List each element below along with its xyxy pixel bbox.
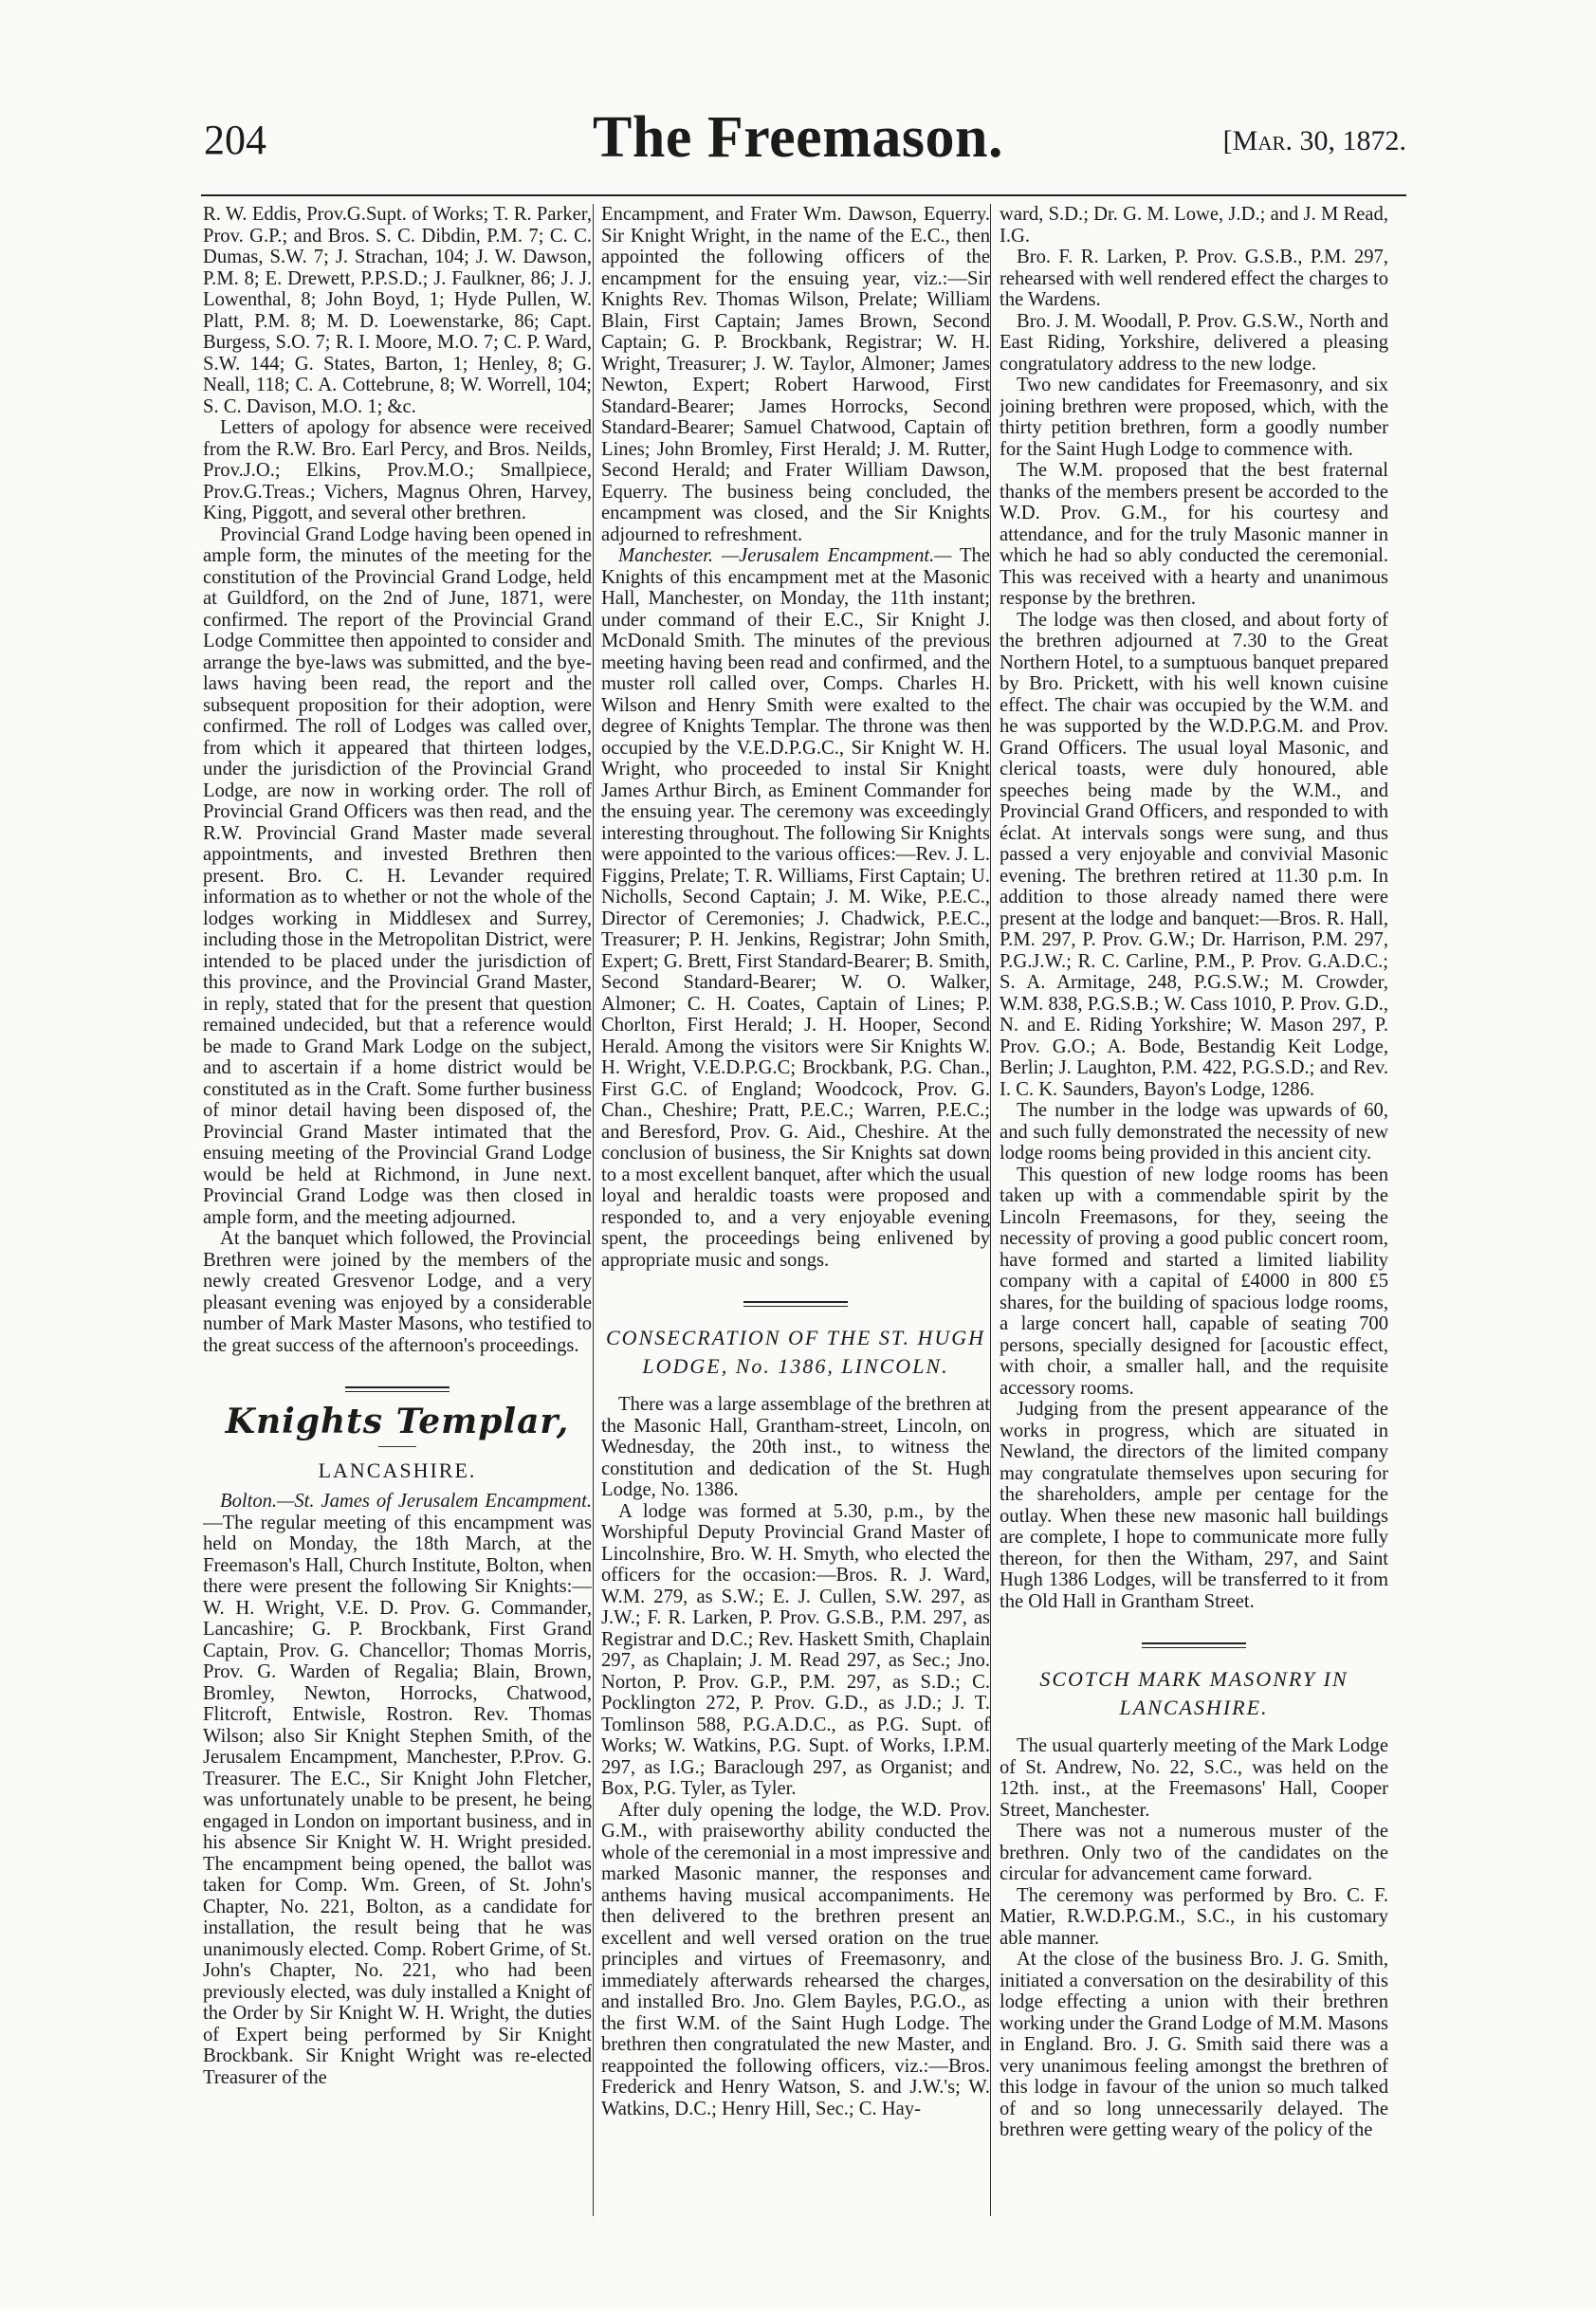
paragraph: ward, S.D.; Dr. G. M. Lowe, J.D.; and J. M Read, I.G. — [1000, 204, 1388, 247]
section-divider — [345, 1386, 449, 1392]
subsection-title: LANCASHIRE. — [318, 1458, 477, 1482]
paragraph: The number in the lodge was upwards of 60, and such fully demonstrated the necessity of new lodge rooms being provided in this ancient city. — [1000, 1100, 1388, 1164]
column-2 — [601, 204, 990, 2219]
article-heading — [601, 1324, 990, 1381]
column-divider — [990, 204, 991, 2216]
paragraph: This question of new lodge rooms has been taken up with a commendable spirit by the Lincoln Freemasons, for they, seeing the necessity of proving a good public concert room, have formed and started a limited liability company with a capital of £4000 in 800 £5 shares, for the building of spacious lodge rooms, a large concert hall, capable of seating 700 persons, specially designed for [acoustic effect, with choir, a smaller hall, and the requisite accessory rooms. — [1000, 1164, 1388, 1399]
paragraph: Letters of apology for absence were received from the R.W. Bro. Earl Percy, and Bros. Neilds, Prov.J.O.; Elkins, Prov.M.O.; Smallpiece, Prov.G.Treas.; Vichers, Magnus Ohren, Harvey, King, Piggott, and several other brethren. — [203, 417, 592, 523]
paragraph-body: The Knights of this encampment met at the Masonic Hall, Manchester, on Monday, the 11th instant; under command of their E.C., Sir Knight J. McDonald Smith. The minutes of the previous meeting having been read and confirmed, and the muster roll called over, Comps. Charles H. Wilson and Henry Smith were exalted to the degree of Knights Templar. The throne was then occupied by the V.E.D.P.G.C., Sir Knight W. H. Wright, who proceeded to instal Sir Knight James Arthur Birch, as Eminent Commander for the ensuing year. The ceremony was exceedingly interesting throughout. The following Sir Knights were appointed to the various offices:—Rev. J. L. Figgins, Prelate; T. R. Williams, First Captain; U. Nicholls, Second Captain; J. M. Wike, P.E.C., Director of Ceremonies; J. Chadwick, P.E.C., Treasurer; P. H. Jenkins, Registrar; John Smith, Expert; G. Brett, First Standard-Bearer; B. Smith, Second Standard-Bearer; W. O. Walker, Almoner; C. H. Coates, Captain of Lines; P. Chorlton, First Herald; J. H. Hooper, Second Herald. Among the visitors were Sir Knights W. H. Wright, V.E.D.P.G.C; Brockbank, P.G. Chan., First G.C. of England; Woodcock, Prov. G. Chan., Cheshire; Pratt, P.E.C.; Warren, P.E.C.; and Beresford, Prov. G. Aid., Cheshire. At the conclusion of business, the Sir Knights sat down to a most excellent banquet, after which the usual loyal and heraldic toasts were proposed and responded to, and a very enjoyable evening spent, the proceedings being enlivened by appropriate music and songs. — [601, 545, 990, 1271]
section-title: Knights Templar, — [225, 1402, 570, 1441]
paragraph: Bro. J. M. Woodall, P. Prov. G.S.W., North and East Riding, Yorkshire, delivered a pleasing congratulatory address to the new lodge. — [1000, 310, 1388, 375]
paragraph: Judging from the present appearance of the works in progress, which are situated in Newland, the directors of the limited company may congratulate themselves upon securing for the shareholders, ample per centage for the outlay. When these new masonic hall buildings are complete, I hope to communicate more fully thereon, for then the Witham, 297, and Saint Hugh 1386 Lodges, will be transferred to it from the Old Hall in Grantham Street. — [1000, 1399, 1388, 1612]
paragraph: The ceremony was performed by Bro. C. F. Matier, R.W.D.P.G.M., S.C., in his customary able manner. — [1000, 1884, 1388, 1949]
newspaper-title: The Freemason. — [593, 105, 1003, 170]
masthead — [0, 105, 1596, 190]
paragraph: Bro. F. R. Larken, P. Prov. G.S.B., P.M. 297, rehearsed with well rendered effect the charges to the Wardens. — [1000, 247, 1388, 310]
article-heading-line: SCOTCH MARK MASONRY IN — [1039, 1667, 1348, 1691]
column-3 — [1000, 204, 1388, 2219]
paragraph: At the close of the business Bro. J. G. Smith, initiated a conversation on the desirability of this lodge effecting a union with their brethren working under the Grand Lodge of M.M. Masons in England. Bro. J. G. Smith said there was a very unanimous feeling amongst the brethren of this lodge in favour of the union so much talked of and so long unnecessarily delayed. The brethren were getting weary of the policy of the — [1000, 1949, 1388, 2140]
article-heading-line: CONSECRATION OF THE ST. HUGH — [605, 1326, 986, 1349]
paragraph-lead: Manchester. —Jerusalem Encampment.— — [618, 545, 952, 566]
article-heading-line: LODGE, No. 1386, LINCOLN. — [642, 1354, 949, 1378]
page-number: 204 — [204, 117, 266, 163]
paragraph: Provincial Grand Lodge having been opened in ample form, the minutes of the meeting for the constitution of the Provincial Grand Lodge, held at Guildford, on the 2nd of June, 1871, were confirmed. The report of the Provincial Grand Lodge Committee then appointed to consider and arrange the bye-laws was submitted, and the bye-laws having been read, the report and the subsequent proposition for their adoption, were confirmed. The roll of Lodges was called over, from which it appeared that thirteen lodges, under the jurisdiction of the Provincial Grand Lodge, are now in working order. The roll of Provincial Grand Officers was then read, and the R.W. Provincial Grand Master made several appointments, and invested Brethren then present. Bro. C. H. Levander required information as to whether or not the whole of the lodges working in Middlesex and Surrey, including those in the Metropolitan District, were intended to be placed under the jurisdiction of this province, and the Provincial Grand Master, in reply, stated that for the present that question remained undecided, but that a reference would be made to Grand Mark Lodge on the subject, and to ascertain if a home district would be constituted as in the Craft. Some further business of minor detail having been disposed of, the Provincial Grand Master intimated that the ensuing meeting of the Provincial Grand Lodge would be held at Richmond, in June next. Provincial Grand Lodge was then closed in ample form, and the meeting adjourned. — [203, 523, 592, 1228]
paragraph: There was a large assemblage of the brethren at the Masonic Hall, Grantham-street, Lincoln, on Wednesday, the 20th inst., to witness the constitution and dedication of the St. Hugh Lodge, No. 1386. — [601, 1394, 990, 1500]
header-rule — [201, 194, 1406, 196]
paragraph: The W.M. proposed that the best fraternal thanks of the members present be accorded to the W.D. Prov. G.M., for his courtesy and attendance, and for the truly Masonic manner in which he had so ably conducted the ceremonial. This was received with a hearty and unanimous response by the brethren. — [1000, 460, 1388, 609]
paragraph: There was not a numerous muster of the brethren. Only two of the candidates on the circular for advancement came forward. — [1000, 1821, 1388, 1884]
article-heading-line: LANCASHIRE. — [1119, 1696, 1269, 1719]
paragraph: The lodge was then closed, and about forty of the brethren adjourned at 7.30 to the Great Northern Hotel, to a sumptuous banquet prepared by Bro. Prickett, with his well known cuisine effect. The chair was occupied by the W.M. and he was supported by the W.D.P.G.M. and Prov. Grand Officers. The usual loyal Masonic, and clerical toasts, were duly honoured, able speeches being made by the W.M., and Provincial Grand Officers, and responded to with éclat. At intervals songs were sung, and thus passed a very enjoyable and convivial Masonic evening. The brethren retired at 11.30 p.m. In addition to those already named there were present at the lodge and banquet:—Bros. R. Hall, P.M. 297, P. Prov. G.W.; Dr. Harrison, P.M. 297, P.G.J.W.; R. C. Carline, P.M., P. Prov. G.A.D.C.; S. A. Armitage, 248, P.G.S.W.; M. Crowder, W.M. 838, P.G.S.B.; W. Cass 1010, P. Prov. G.D., N. and E. Riding Yorkshire; W. Mason 297, P. Prov. G.O.; A. Bode, Bestandig Keit Lodge, Berlin; J. Laughton, P.M. 422, P.G.S.D.; and Rev. I. C. K. Saunders, Bayon's Lodge, 1286. — [1000, 609, 1388, 1100]
paragraph: At the banquet which followed, the Provincial Brethren were joined by the members of the newly created Gresvenor Lodge, and a very pleasant evening was enjoyed by a considerable number of Mark Master Masons, who testified to the great success of the afternoon's proceedings. — [203, 1228, 592, 1356]
article-heading — [1000, 1665, 1388, 1722]
paragraph-lead: Bolton.—St. James of Jerusalem Encampment. — [220, 1491, 592, 1512]
paragraph: Encampment, and Frater Wm. Dawson, Equerry. Sir Knight Wright, in the name of the E.C., then appointed the following officers of the encampment for the ensuing year, viz.:—Sir Knights Rev. Thomas Wilson, Prelate; William Blain, First Captain; James Brown, Second Captain; G. P. Brockbank, Registrar; W. H. Wright, Treasurer; J. W. Taylor, Almoner; James Newton, Expert; Robert Harwood, First Standard-Bearer; James Horrocks, Second Standard-Bearer; Samuel Chatwood, Captain of Lines; John Bromley, First Herald; J. M. Rutter, Second Herald; and Frater William Dawson, Equerry. The business being concluded, the encampment was closed, and the Sir Knights adjourned to refreshment. — [601, 204, 990, 545]
paragraph: The usual quarterly meeting of the Mark Lodge of St. Andrew, No. 22, S.C., was held on the 12th. inst., at the Freemasons' Hall, Cooper Street, Manchester. — [1000, 1735, 1388, 1821]
paragraph: R. W. Eddis, Prov.G.Supt. of Works; T. R. Parker, Prov. G.P.; and Bros. S. C. Dibdin, P.M. 7; C. C. Dumas, S.W. 7; J. Strachan, 104; J. W. Dawson, P.M. 8; E. Drewett, P.P.S.D.; J. Faulkner, 86; J. J. Lowenthal, 8; John Boyd, 1; Hyde Pullen, W. Platt, P.M. 8; M. D. Loewenstarke, 86; Capt. Burgess, S.O. 7; R. I. Moore, M.O. 7; C. P. Ward, S.W. 144; G. States, Barton, 1; Henley, 8; G. Neall, 118; C. A. Cottebrune, 8; W. Worrell, 104; S. C. Davison, M.O. 1; &c. — [203, 204, 592, 417]
short-divider — [378, 1446, 416, 1447]
paragraph — [601, 545, 990, 1271]
paragraph: Two new candidates for Freemasonry, and six joining brethren were proposed, which, with the thirty petition brethren, form a goodly number for the Saint Hugh Lodge to commence with. — [1000, 375, 1388, 460]
issue-date: [Mar. 30, 1872. — [1222, 125, 1406, 156]
column-divider — [593, 204, 594, 2216]
paragraph — [203, 1491, 592, 2088]
section-divider — [1142, 1642, 1246, 1648]
column-1 — [203, 204, 592, 2219]
paragraph: After duly opening the lodge, the W.D. Prov. G.M., with praiseworthy ability conducted the whole of the ceremonial in a most impressive and marked Masonic manner, the responses and anthems having musical accompaniments. He then delivered to the brethren present an excellent and well versed oration on the true principles and virtues of Freemasonry, and immediately afterwards rehearsed the charges, and installed Bro. Jno. Glem Bayles, P.G.O., as the first W.M. of the Saint Hugh Lodge. The brethren then congratulated the new Master, and reappointed the following officers, viz.:—Bros. Frederick and Henry Watson, S. and J.W.'s; W. Watkins, D.C.; Henry Hill, Sec.; C. Hay- — [601, 1799, 990, 2119]
section-divider — [743, 1301, 848, 1307]
paragraph-body: —The regular meeting of this encampment was held on Monday, the 18th March, at the Freemason's Hall, Church Institute, Bolton, when there were present the following Sir Knights:—W. H. Wright, V.E. D. Prov. G. Commander, Lancashire; G. P. Brockbank, First Grand Captain, Prov. G. Chancellor; Thomas Morris, Prov. G. Warden of Regalia; Blain, Brown, Bromley, Newton, Horrocks, Chatwood, Flitcroft, Entwisle, Rostron. Rev. Thomas Wilson; also Sir Knight Stephen Smith, of the Jerusalem Encampment, Manchester, P.Prov. G. Treasurer. The E.C., Sir Knight John Fletcher, was unfortunately unable to be present, he being engaged in London on important business, and in his absence Sir Knight W. H. Wright presided. The encampment being opened, the ballot was taken for Comp. Wm. Green, of St. John's Chapter, No. 221, Bolton, as a candidate for installation, the result being that he was unanimously elected. Comp. Robert Grime, of St. John's Chapter, No. 221, who had been previously elected, was duly installed a Knight of the Order by Sir Knight W. H. Wright, the duties of Expert being performed by Sir Knight Brockbank. Sir Knight Wright was re-elected Treasurer of the — [203, 1512, 592, 2088]
paragraph: A lodge was formed at 5.30, p.m., by the Worshipful Deputy Provincial Grand Master of Lincolnshire, Bro. W. H. Smyth, who elected the officers for the occasion:—Bros. R. J. Ward, W.M. 279, as S.W.; E. J. Cullen, S.W. 297, as J.W.; F. R. Larken, P. Prov. G.S.B., P.M. 297, as Registrar and D.C.; Rev. Haskett Smith, Chaplain 297, as Chaplain; J. M. Read 297, as Sec.; Jno. Norton, P. Prov. G.P., P.M. 297, as S.D.; C. Pocklington 272, P. Prov. G.D., as J.D.; J. T. Tomlinson 588, P.G.A.D.C., as P.G. Supt. of Works; W. Watkins, P.G. Supt. of Works, I.P.M. 297, as I.G.; Baraclough 297, as Organist; and Box, P.G. Tyler, as Tyler. — [601, 1500, 990, 1799]
